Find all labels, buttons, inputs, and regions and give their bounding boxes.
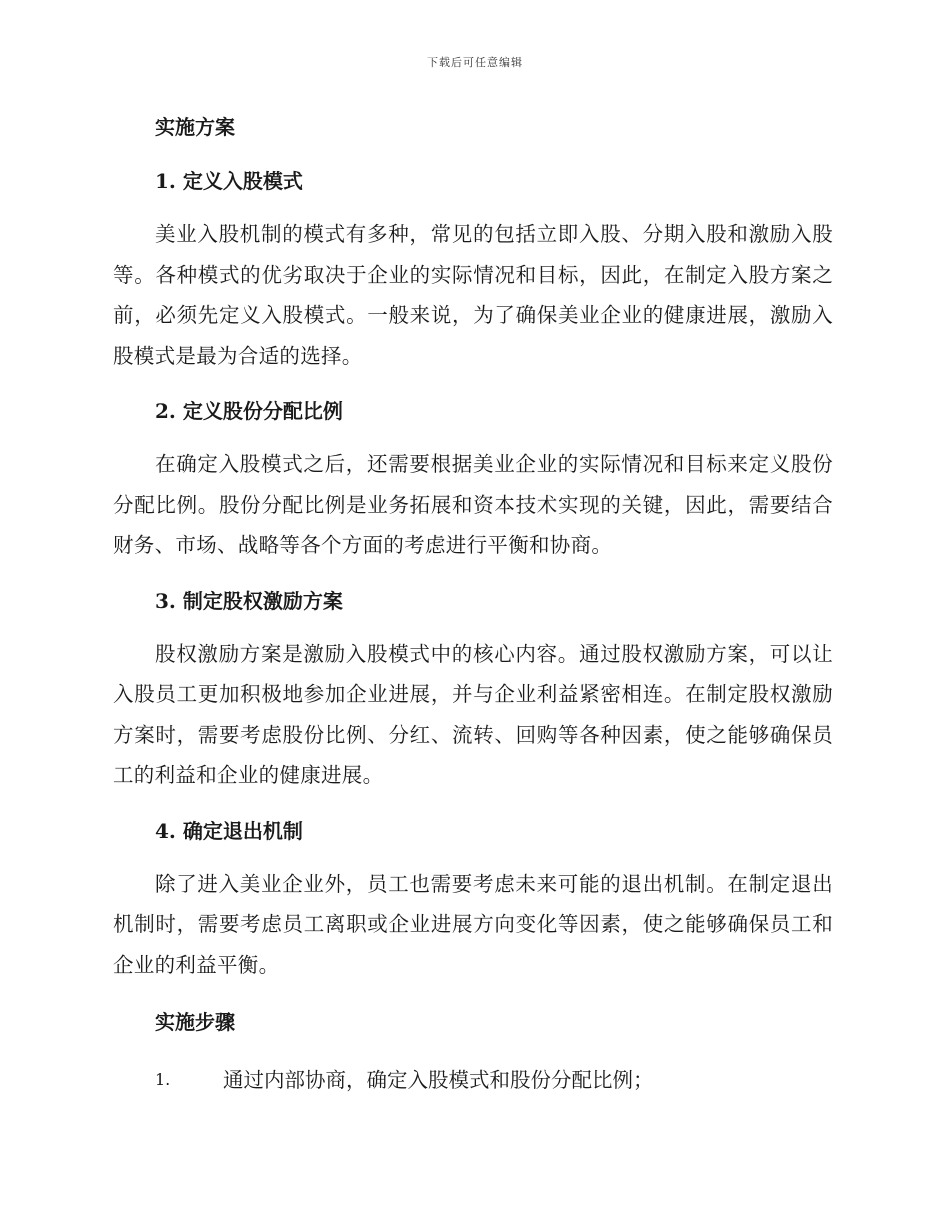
header-note: 下载后可任意编辑 [427, 56, 523, 69]
subsection-title-2: 2. 定义股份分配比例 [155, 399, 343, 423]
paragraph-3: 股权激励方案是激励入股模式中的核心内容。通过股权激励方案，可以让入股员工更加积极地参加企业进展，并与企业利益紧密相连。在制定股权激励方案时，需要考虑股份比例、分红、流转、回购等各种因素，使之能够确保员工的利益和企业的健康进展。 [113, 641, 833, 787]
document-body [113, 108, 833, 1099]
subsection-title-1: 1. 定义入股模式 [155, 169, 303, 193]
list-item-text: 通过内部协商，确定入股模式和股份分配比例； [223, 1068, 654, 1092]
list-item-number: 1. [155, 1070, 171, 1089]
section-title-steps: 实施步骤 [155, 1010, 235, 1034]
paragraph-2: 在确定入股模式之后，还需要根据美业企业的实际情况和目标来定义股份分配比例。股份分配比例是业务拓展和资本技术实现的关键，因此，需要结合财务、市场、战略等各个方面的考虑进行平衡和协商。 [113, 452, 833, 557]
list-item [155, 1061, 833, 1099]
subsection-title-4: 4. 确定退出机制 [155, 818, 303, 843]
subsection-title-3: 3. 制定股权激励方案 [155, 588, 343, 613]
section-title-plan: 实施方案 [155, 115, 235, 139]
paragraph-4: 除了进入美业企业外，员工也需要考虑未来可能的退出机制。在制定退出机制时，需要考虑员工离职或企业进展方向变化等因素，使之能够确保员工和企业的利益平衡。 [113, 871, 833, 977]
paragraph-1: 美业入股机制的模式有多种，常见的包括立即入股、分期入股和激励入股等。各种模式的优劣取决于企业的实际情况和目标，因此，在制定入股方案之前，必须先定义入股模式。一般来说，为了确保美业企业的健康进展，激励入股模式是最为合适的选择。 [113, 222, 833, 368]
